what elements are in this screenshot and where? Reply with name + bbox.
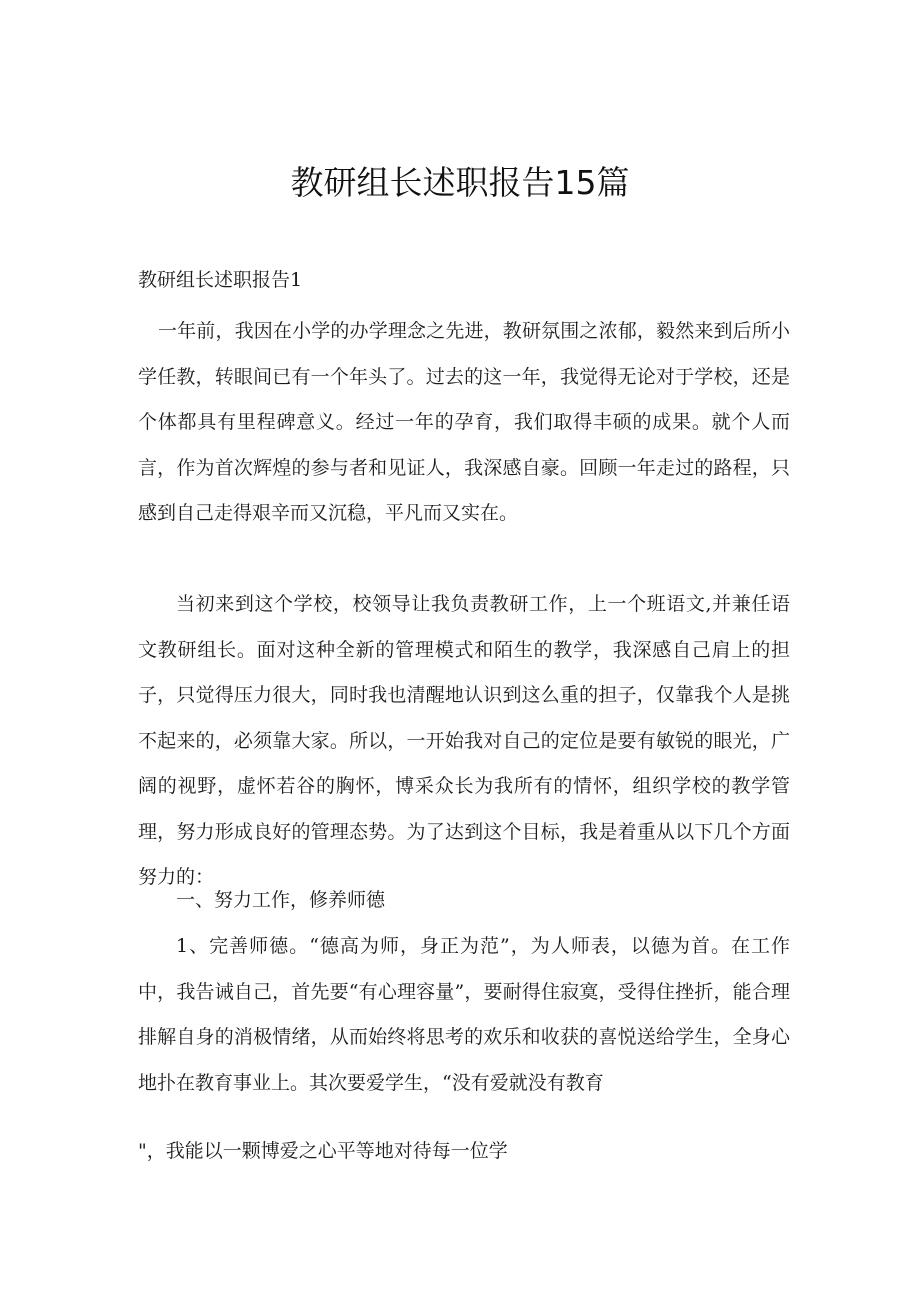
document-title: 教研组长述职报告15篇 (290, 163, 630, 202)
paragraph-2: 当初来到这个学校，校领导让我负责教研工作，上一个班语文,并兼任语文教研组长。面对这种全新的管理模式和陌生的教学，我深感自己肩上的担子，只觉得压力很大，同时我也清醒地认识到这么重的担子，仅靠我个人是挑不起来的，必须靠大家。所以，一开始我对自己的定位是要有敏锐的眼光，广阔的视野，虚怀若谷的胸怀，博采众长为我所有的情怀，组织学校的教学管理，努力形成良好的管理态势。为了达到这个目标，我是着重从以下几个方面努力的： (138, 593, 790, 888)
paragraph-3: 1、完善师德。“德高为师，身正为范”，为人师表，以德为首。在工作中，我告诫自己，首先要“有心理容量”，要耐得住寂寞，受得住挫折，能合理排解自身的消极情绪，从而始终将思考的欢乐和收获的喜悦送给学生，全身心地扑在教育事业上。其次要爱学生，“没有爱就没有教育 (138, 935, 790, 1094)
paragraph-1: 一年前，我因在小学的办学理念之先进，教研氛围之浓郁，毅然来到后所小学任教，转眼间已有一个年头了。过去的这一年，我觉得无论对于学校，还是个体都具有里程碑意义。经过一年的孕育，我们取得丰硕的成果。就个人而言，作为首次辉煌的参与者和见证人，我深感自豪。回顾一年走过的路程，只感到自己走得艰辛而又沉稳，平凡而又实在。 (138, 320, 790, 524)
paragraph-4: "，我能以一颗博爱之心平等地对待每一位学 (138, 1140, 508, 1162)
section-heading: 教研组长述职报告1 (138, 269, 303, 291)
section-subheading: 一、努力工作，修养师德 (176, 889, 386, 911)
